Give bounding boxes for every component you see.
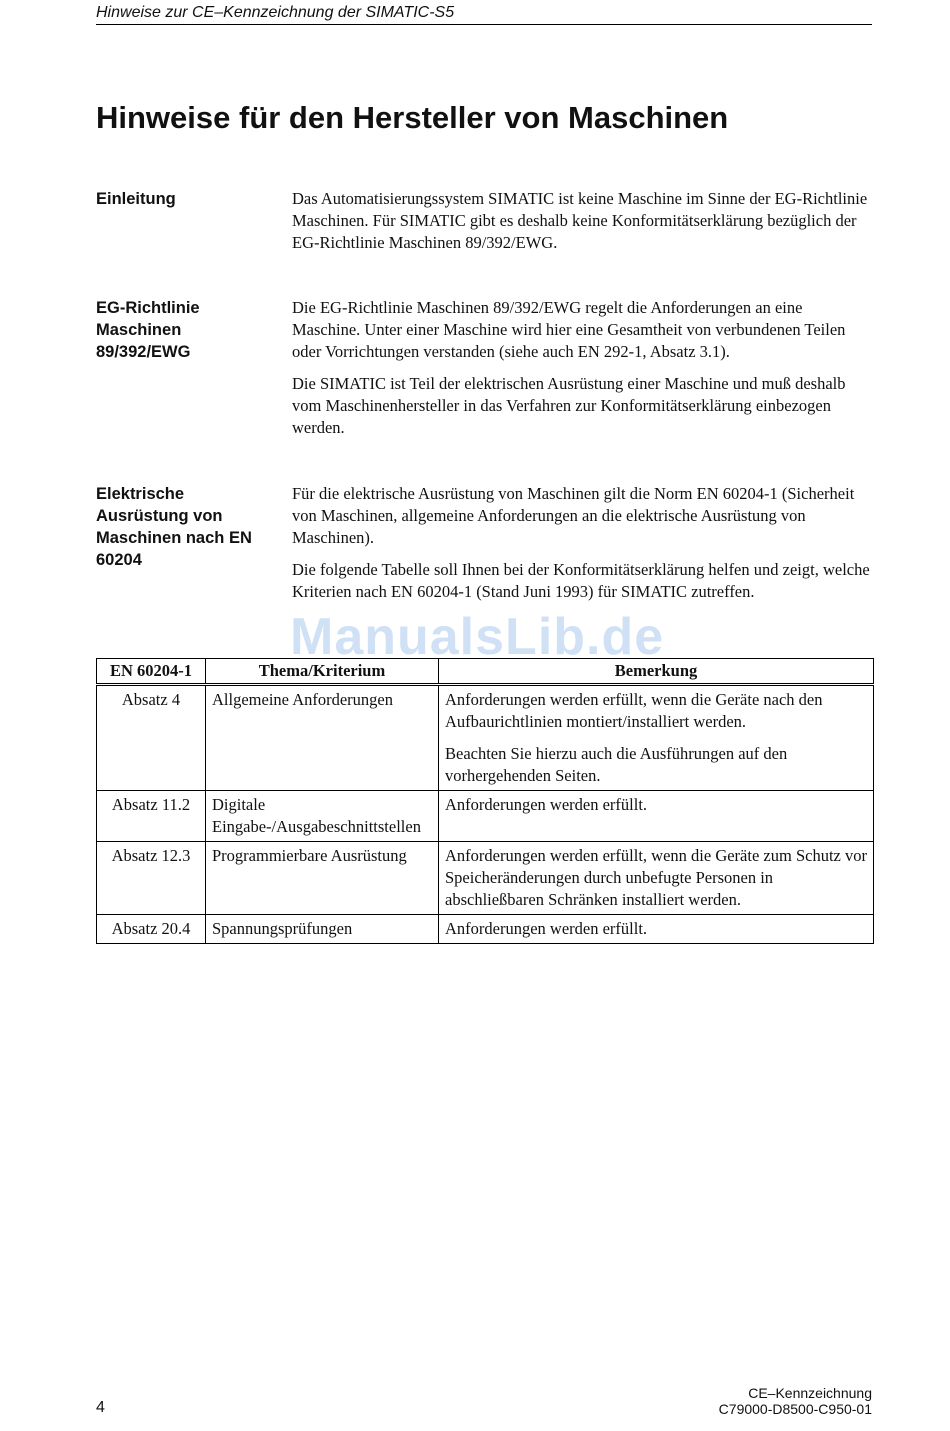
paragraph: Die SIMATIC ist Teil der elektrischen Ausrüstung einer Maschine und muß deshalb vom Maschinenhersteller in das Verfahren zur Konformitätserklärung einbezogen werden.: [292, 374, 846, 437]
footer-doc-code: C79000-D8500-C950-01: [718, 1401, 872, 1417]
running-header: Hinweise zur CE–Kennzeichnung der SIMATIC-S5: [96, 4, 872, 25]
column-header-topic: Thema/Kriterium: [206, 659, 439, 685]
paragraph: Für die elektrische Ausrüstung von Maschinen gilt die Norm EN 60204-1 (Sicherheit von Maschinen, allgemeine Anforderungen an die elektrische Ausrüstung von Maschinen).: [292, 484, 855, 547]
clause-cell: Absatz 11.2: [97, 791, 206, 842]
column-header-clause: EN 60204-1: [97, 659, 206, 685]
remark-text: Anforderungen werden erfüllt, wenn die Geräte zum Schutz vor Speicheränderungen durch unbefugte Personen in abschließbaren Schränken installiert werden.: [445, 846, 867, 909]
section-heading: EG-Richtlinie Maschinen 89/392/EWG: [96, 299, 200, 361]
page-number: 4: [96, 1399, 105, 1416]
column-header-remarks: Bemerkung: [439, 659, 874, 685]
section-body: [292, 188, 872, 264]
table-header-row: [97, 659, 874, 685]
clause-cell: Absatz 4: [97, 685, 206, 791]
criteria-table: [96, 658, 874, 944]
table-row: [97, 791, 874, 842]
table-row: [97, 842, 874, 915]
topic-cell: Allgemeine Anforderungen: [206, 685, 439, 791]
watermark: ManualsLib.de: [290, 608, 665, 666]
remark-text: Anforderungen werden erfüllt, wenn die Geräte nach den Aufbaurichtlinien montiert/installiert werden.: [445, 690, 823, 731]
section-heading: Elektrische Ausrüstung von Maschinen nach EN 60204: [96, 485, 252, 569]
table-row: [97, 685, 874, 791]
page-title: Hinweise für den Hersteller von Maschinen: [96, 100, 729, 135]
footer-doc-info: [719, 1385, 872, 1417]
section-body: [292, 483, 872, 613]
table-row: [97, 915, 874, 944]
paragraph: Die folgende Tabelle soll Ihnen bei der Konformitätserklärung helfen und zeigt, welche Kriterien nach EN 60204-1 (Stand Juni 1993) für SIMATIC zutreffen.: [292, 560, 870, 601]
remark-text: Anforderungen werden erfüllt.: [445, 795, 648, 814]
topic-cell: Programmierbare Ausrüstung: [206, 842, 439, 915]
footer-doc-title: CE–Kennzeichnung: [748, 1385, 872, 1401]
section-body: [292, 297, 872, 449]
paragraph: Die EG-Richtlinie Maschinen 89/392/EWG regelt die Anforderungen an eine Maschine. Unter einer Maschine wird hier eine Gesamtheit von verbundenen Teilen oder Vorrichtungen verstanden (siehe auch EN 292-1, Absatz 3.1).: [292, 298, 846, 361]
section-heading: Einleitung: [96, 190, 176, 208]
clause-cell: Absatz 20.4: [97, 915, 206, 944]
remarks-cell: [439, 915, 874, 944]
remarks-cell: [439, 791, 874, 842]
topic-cell: Spannungsprüfungen: [206, 915, 439, 944]
paragraph: Das Automatisierungssystem SIMATIC ist keine Maschine im Sinne der EG-Richtlinie Maschinen. Für SIMATIC gibt es deshalb keine Konformitätserklärung bezüglich der EG-Richtlinie Maschinen 89/392/EWG.: [292, 189, 868, 252]
remarks-cell: [439, 842, 874, 915]
clause-cell: Absatz 12.3: [97, 842, 206, 915]
topic-cell: Digitale Eingabe-/Ausgabeschnittstellen: [206, 791, 439, 842]
remark-text: Beachten Sie hierzu auch die Ausführungen auf den vorhergehenden Seiten.: [445, 744, 788, 785]
remarks-cell: [439, 685, 874, 791]
remark-text: Anforderungen werden erfüllt.: [445, 919, 648, 938]
